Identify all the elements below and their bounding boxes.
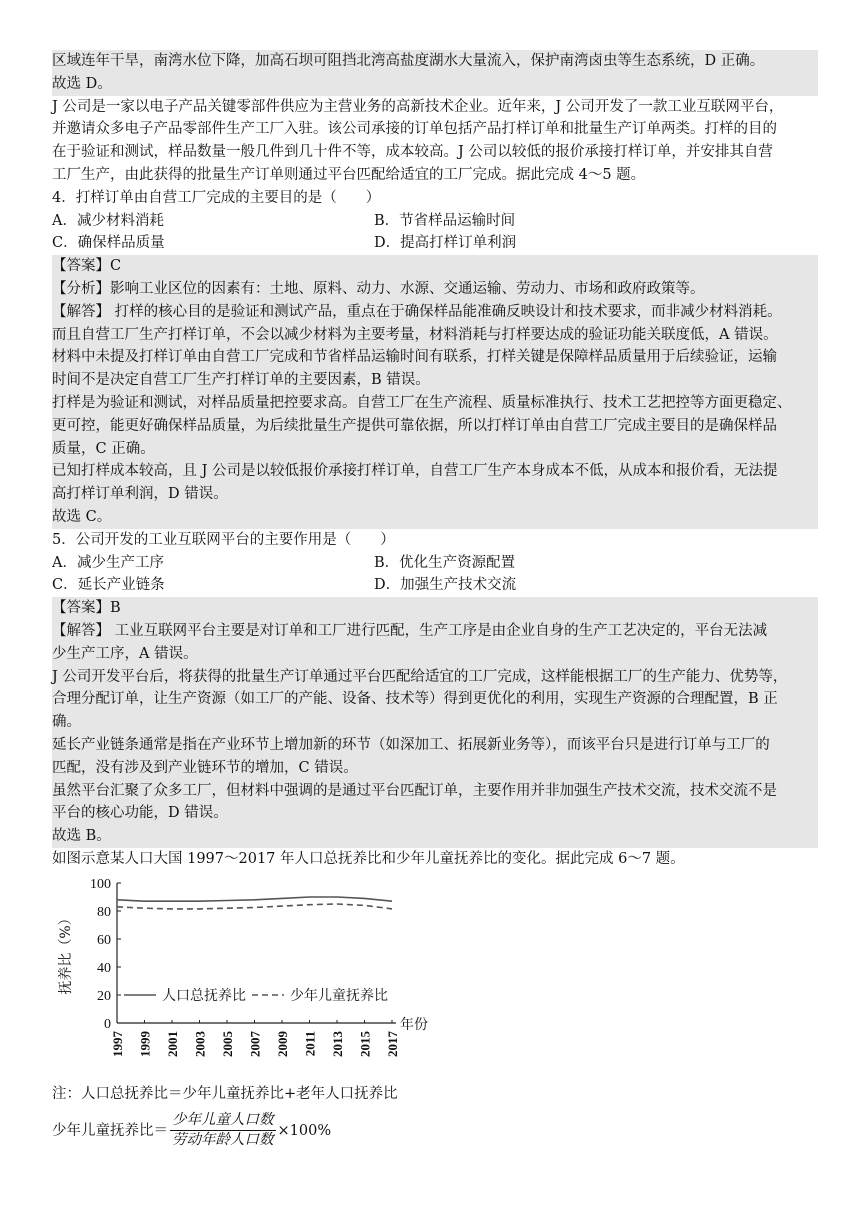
explain-line: 而且自营工厂生产打样订单，不会以减少材料为主要考量，材料消耗与打样要达成的验证功能关联度低，A 错误。 [52, 326, 778, 343]
x-tick-label: 2011 [302, 1030, 318, 1056]
q4-solution [52, 255, 818, 529]
explain-line: 质量，C 正确。 [52, 440, 155, 457]
option-row [52, 210, 818, 233]
x-tick-label: 2013 [330, 1030, 345, 1057]
formula-lhs: 少年儿童抚养比＝ [52, 1122, 168, 1139]
option-d: D．加强生产技术交流 [374, 577, 517, 594]
explain-line: 更可控，能更好确保样品质量，为后续批量生产提供可靠依据，所以打样订单由自营工厂完成主要目的是确保样品 [52, 417, 777, 434]
option-row [52, 574, 818, 597]
series-line [117, 904, 392, 909]
option-a: A．减少材料消耗 [52, 212, 164, 229]
option-a: A．减少生产工序 [52, 554, 164, 571]
question-4 [52, 187, 818, 255]
option-c: C．延长产业链条 [52, 577, 165, 594]
question-5 [52, 529, 818, 597]
option-d: D．提高打样订单利润 [374, 235, 517, 252]
passage-line: 并邀请众多电子产品零部件生产工厂入驻。该公司承接的订单包括产品打样订单和批量生产订单两类。打样的目的 [52, 121, 777, 138]
explain-line: 已知打样成本较高，且 J 公司是以较低报价承接打样订单，自营工厂生产本身成本不低，从成本和报价看，无法提 [52, 463, 778, 480]
q3-explanation-tail [52, 50, 818, 96]
explain-line: 虽然平台汇聚了众多工厂，但材料中强调的是通过平台匹配订单，主要作用并非加强生产技术交流，技术交流不是 [52, 782, 777, 799]
explain-line: 确。 [52, 714, 81, 731]
explain-line: 时间不是决定自营工厂生产打样订单的主要因素，B 错误。 [52, 372, 430, 389]
passage-line: 在于验证和测试，样品数量一般几件到几十件不等，成本较高。J 公司以较低的报价承接打样订单，并安排其自营 [52, 144, 773, 161]
note-line: 注：人口总抚养比＝少年儿童抚养比+老年人口抚养比 [52, 1085, 398, 1102]
text-line: 区域连年干旱，南湾水位下降，加高石坝可阻挡北湾高盐度湖水大量流入，保护南湾卤虫等生态系统，D 正确。 [52, 53, 765, 69]
y-tick-label: 40 [97, 960, 111, 976]
passage-line: 工厂生产，由此获得的批量生产订单则通过平台匹配给适宜的工厂完成。据此完成 4～5 题。 [52, 166, 646, 183]
passage [52, 96, 818, 187]
y-axis-label: 抚养比（%） [58, 911, 74, 995]
text-line: 故选 D。 [52, 75, 112, 92]
option-c: C．确保样品质量 [52, 235, 165, 252]
question-stem: 5．公司开发的工业互联网平台的主要作用是（ ） [52, 531, 395, 548]
x-tick-label: 2017 [385, 1030, 400, 1057]
explain-line: 【解答】 工业互联网平台主要是对订单和工厂进行匹配，生产工序是由企业自身的生产工艺决定的，平台无法减 [52, 622, 768, 639]
option-row [52, 232, 818, 255]
y-tick-label: 20 [97, 988, 111, 1004]
explain-line: 打样是为验证和测试，对样品质量把控要求高。自营工厂在生产流程、质量标准执行、技术工艺把控等方面更稳定、 [52, 394, 792, 411]
explain-line: 故选 B。 [52, 828, 111, 845]
explain-line: 高打样订单利润，D 错误。 [52, 486, 228, 503]
option-row [52, 552, 818, 575]
y-tick-label: 0 [104, 1016, 111, 1032]
explain-line: 少生产工序，A 错误。 [52, 645, 198, 662]
y-tick-label: 60 [97, 932, 111, 948]
explain-line: 延长产业链条通常是指在产业环节上增加新的环节（如深加工、拓展新业务等），而该平台只是进行订单与工厂的 [52, 736, 770, 753]
y-tick-label: 80 [97, 904, 111, 920]
analysis-text: 【分析】影响工业区位的因素有：土地、原料、动力、水源、交通运输、劳动力、市场和政府政策等。 [52, 280, 705, 297]
passage-line: J 公司是一家以电子产品关键零部件供应为主营业务的高新技术企业。近年来，J 公司开发了一款工业互联网平台， [52, 98, 784, 115]
answer-label: 【答案】B [52, 600, 121, 617]
option-b: B．节省样品运输时间 [374, 212, 516, 229]
option-b: B．优化生产资源配置 [374, 554, 516, 571]
formula-rhs: ×100% [277, 1122, 332, 1139]
y-tick-label: 100 [90, 876, 111, 892]
explain-line: 平台的核心功能，D 错误。 [52, 805, 228, 822]
x-tick-label: 2015 [357, 1030, 373, 1057]
formula-fraction [170, 1111, 276, 1150]
explain-line: 材料中未提及打样订单由自营工厂完成和节省样品运输时间有联系，打样关键是保障样品质量用于后续验证，运输 [52, 349, 777, 366]
line-chart [52, 873, 428, 1083]
x-tick-label: 2003 [192, 1030, 208, 1057]
explain-line: 合理分配订单，让生产资源（如工厂的产能、设备、技术等）得到更优化的利用，实现生产资源的合理配置，B 正 [52, 691, 778, 708]
question-stem: 4．打样订单由自营工厂完成的主要目的是（ ） [52, 189, 381, 206]
formula-numerator: 少年儿童人口数 [170, 1111, 276, 1131]
explain-line: 匹配，没有涉及到产业链环节的增加，C 错误。 [52, 759, 358, 776]
explain-line: 故选 C。 [52, 508, 112, 525]
x-tick-label: 2001 [165, 1030, 180, 1057]
legend-label: 少年儿童抚养比 [290, 987, 388, 1004]
explain-line: 【解答】 打样的核心目的是验证和测试产品，重点在于确保样品能准确反映设计和技术要求，而非减少材料消耗。 [52, 303, 782, 320]
x-tick-label: 2007 [247, 1030, 263, 1057]
explain-line: J 公司开发平台后，将获得的批量生产订单通过平台匹配给适宜的工厂完成，这样能根据工厂的生产能力、优势等， [52, 668, 788, 685]
q5-solution [52, 597, 818, 848]
dependency-ratio-chart [52, 873, 818, 1083]
x-tick-label: 2009 [275, 1030, 290, 1057]
x-tick-label: 1997 [110, 1030, 125, 1057]
answer-label: 【答案】C [52, 258, 122, 275]
formula-denominator: 劳动年龄人口数 [172, 1132, 274, 1149]
x-tick-label: 1999 [137, 1030, 153, 1057]
series-line [117, 897, 392, 901]
formula [52, 1111, 818, 1150]
q67-intro: 如图示意某人口大国 1997～2017 年人口总抚养比和少年儿童抚养比的变化。据此完成 6～7 题。 [52, 850, 685, 867]
x-axis-label: 年份 [400, 1016, 428, 1033]
legend-label: 人口总抚养比 [162, 987, 246, 1004]
x-tick-label: 2005 [220, 1030, 235, 1057]
